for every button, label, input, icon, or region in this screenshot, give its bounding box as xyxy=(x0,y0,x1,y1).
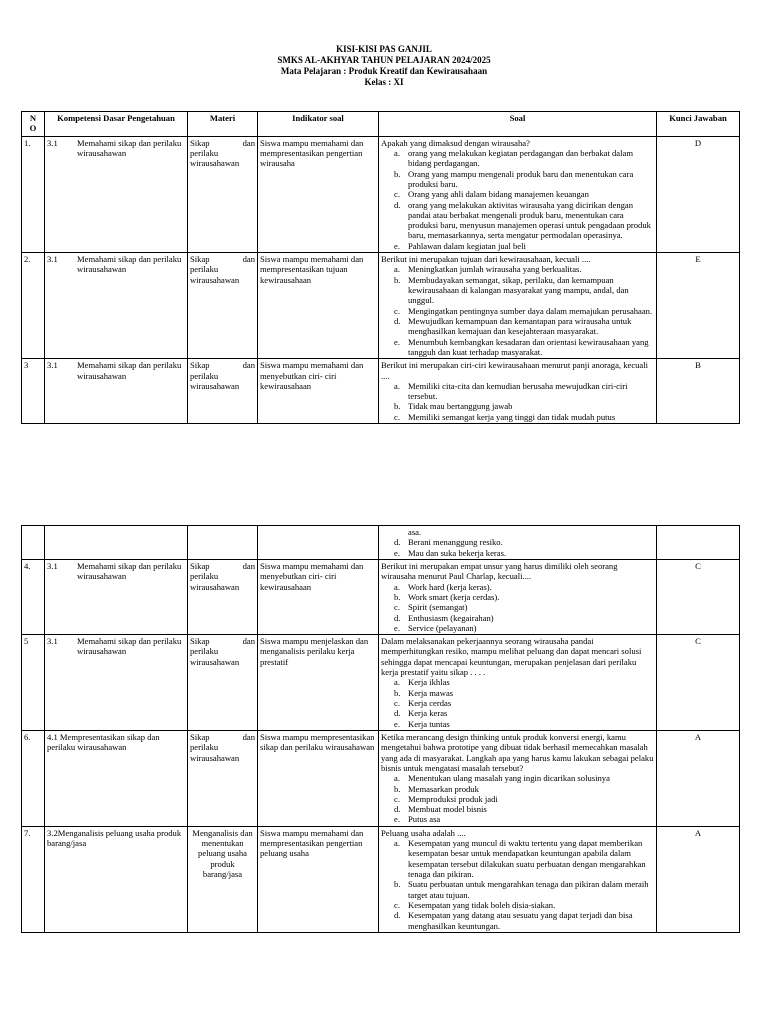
table-row xyxy=(22,826,740,932)
soal xyxy=(379,559,657,634)
materi-word: Sikap xyxy=(190,254,210,265)
answer-key: D xyxy=(657,136,740,252)
materi-text: perilaku wirausahawan xyxy=(190,370,240,391)
materi-word: dan xyxy=(242,137,255,148)
table-row xyxy=(22,730,740,826)
kd-number: 3.1 xyxy=(47,360,58,371)
class-level: Kelas : XI xyxy=(364,77,404,87)
table-row-continuation xyxy=(22,526,740,560)
materi-word: Sikap xyxy=(190,731,210,742)
table-row xyxy=(22,635,740,731)
answer-options xyxy=(381,264,654,357)
answer-option: a. Memiliki cita-cita dan kemudian berusaha mewujudkan ciri-ciri tersebut. xyxy=(408,381,654,402)
kisi-kisi-table-page2 xyxy=(21,525,740,933)
kompetensi-dasar xyxy=(45,359,188,424)
kd-text xyxy=(47,561,185,582)
kompetensi-dasar xyxy=(45,635,188,731)
row-number: 2. xyxy=(22,253,45,359)
materi xyxy=(188,635,258,731)
question-text: Berikut ini merupakan empat unsur yang harus dimiliki oleh seorang wirausaha menurut Paul Charlap, kecuali.... xyxy=(381,560,618,582)
answer-option: c. Memproduksi produk jadi xyxy=(408,794,654,804)
soal xyxy=(379,635,657,731)
soal xyxy=(379,136,657,252)
answer-option: c. Kesempatan yang tidak boleh disia-siakan. xyxy=(408,900,654,910)
materi xyxy=(188,359,258,424)
table-header-row xyxy=(22,112,740,137)
indikator-soal: Siswa mampu memahami dan mempresentasikan tujuan kewirausahaan xyxy=(258,253,379,359)
materi-text: perilaku wirausahawan xyxy=(190,264,240,285)
answer-option: b. Orang yang mampu mengenali produk baru dan menentukan cara produksi baru. xyxy=(408,169,654,190)
kompetensi-dasar xyxy=(45,559,188,634)
answer-options xyxy=(381,582,654,634)
answer-option: c. Orang yang ahli dalam bidang manajemen keuangan xyxy=(408,189,654,199)
table-row xyxy=(22,253,740,359)
answer-option: e. Kerja tuntas xyxy=(408,719,654,729)
answer-option: a. Work hard (kerja keras). xyxy=(408,582,654,592)
soal xyxy=(379,253,657,359)
answer-option: c. Kerja cerdas xyxy=(408,698,654,708)
answer-option: a. orang yang melakukan kegiatan perdagangan dan berbakat dalam bidang perdagangan. xyxy=(408,148,654,169)
answer-option: d. Enthusiasm (kegairahan) xyxy=(408,613,654,623)
answer-option: b. Suatu perbuatan untuk mengarahkan tenaga dan pikiran dalam meraih target atau tujuan. xyxy=(408,879,654,900)
col-kunci: Kunci Jawaban xyxy=(657,112,740,137)
answer-option: b. Membudayakan semangat, sikap, perilaku, dan kemampuan kewirausahaan di kalangan masyarakat yang mampu, andal, dan unggul. xyxy=(408,275,654,306)
answer-option: c. Spirit (semangat) xyxy=(408,602,654,612)
materi-text: Menganalisis dan menentukan peluang usaha produk barang/jasa xyxy=(192,827,253,879)
answer-option: a. Kesempatan yang muncul di waktu tertentu yang dapat memberikan kesempatan besar untuk mendapatkan keuntungan apabila dalam kesempatan tersebut dilakukan suatu perbuatan dengan mengarahkan tenaga dan pikiran. xyxy=(408,838,654,879)
answer-option: e. Pahlawan dalam kegiatan jual beli xyxy=(408,241,654,251)
answer-option: c. Mengingatkan pentingnya sumber daya dalam memajukan perusahaan. xyxy=(408,306,654,316)
answer-option: a. Kerja ikhlas xyxy=(408,677,654,687)
doc-title: KISI-KISI PAS GANJIL xyxy=(336,44,432,54)
soal xyxy=(379,826,657,932)
answer-key: C xyxy=(657,635,740,731)
indikator-soal: Siswa mampu memahami dan menyebutkan ciri- ciri kewirausahaan xyxy=(258,359,379,424)
row-number: 6. xyxy=(22,730,45,826)
kd-number: 3.1 xyxy=(47,137,58,148)
materi xyxy=(188,730,258,826)
indikator-soal: Siswa mampu mempresentasikan sikap dan perilaku wirausahawan xyxy=(258,730,379,826)
soal xyxy=(379,359,657,424)
kompetensi-dasar xyxy=(45,136,188,252)
question-text: Peluang usaha adalah .... xyxy=(381,827,466,838)
col-soal: Soal xyxy=(379,112,657,137)
subject: Mata Pelajaran : Produk Kreatif dan Kewirausahaan xyxy=(280,66,488,76)
answer-options xyxy=(381,838,654,931)
materi-word: dan xyxy=(242,360,255,371)
kd-number: 3.1 xyxy=(47,560,58,571)
materi-word: Sikap xyxy=(190,560,210,571)
kd-number: 3.1 xyxy=(47,636,58,647)
materi-text: perilaku wirausahawan xyxy=(190,571,240,592)
materi-word: dan xyxy=(242,636,255,647)
materi-word: dan xyxy=(242,254,255,265)
indikator-soal: Siswa mampu menjelaskan dan menganalisis perilaku kerja prestatif xyxy=(258,635,379,731)
question-text: Berikut ini merupakan tujuan dari kewirausahaan, kecuali .... xyxy=(381,254,591,265)
kompetensi-dasar xyxy=(45,826,188,932)
answer-option: e. Mau dan suka bekerja keras. xyxy=(408,548,654,558)
answer-key: A xyxy=(657,826,740,932)
materi-word: Sikap xyxy=(190,137,210,148)
answer-key: A xyxy=(657,730,740,826)
kd-text xyxy=(47,636,185,657)
answer-option: b. Kerja mawas xyxy=(408,688,654,698)
answer-options xyxy=(381,677,654,729)
kisi-kisi-table-page1 xyxy=(21,111,740,424)
answer-option: d. Mewujudkan kemampuan dan kemantapan para wirausaha untuk menghasilkan kemajuan dan kesejahteraan masyarakat. xyxy=(408,316,654,337)
materi-text: perilaku wirausahawan xyxy=(190,646,240,667)
materi-text: perilaku wirausahawan xyxy=(190,742,240,763)
kd-description: Memahami sikap dan perilaku wirausahawan xyxy=(77,137,182,158)
answer-options xyxy=(381,148,654,251)
materi-word: Sikap xyxy=(190,636,210,647)
materi xyxy=(188,826,258,932)
question-text: Apakah yang dimaksud dengan wirausaha? xyxy=(381,137,530,148)
answer-options xyxy=(381,773,654,825)
kompetensi-dasar xyxy=(45,253,188,359)
answer-option: e. Menumbuh kembangkan kesadaran dan orientasi kewirausahaan yang tangguh dan kuat terhadap masyarakat. xyxy=(408,337,654,358)
row-number: 4. xyxy=(22,559,45,634)
question-text: Dalam melaksanakan pekerjaannya seorang wirausaha pandai memperhitungkan resiko, mampu melihat peluang dan dapat mencari solusi sehingga dapat mencapai keuntungan, merupakan penjelasan dari perilaku kerja prestatif yaitu sikap . . . . xyxy=(381,636,642,678)
kd-description: Memahami sikap dan perilaku wirausahawan xyxy=(77,636,182,657)
question-text: Berikut ini merupakan ciri-ciri kewirausahaan menurut panji anoraga, kecuali .... xyxy=(381,360,649,381)
soal xyxy=(379,730,657,826)
answer-option: e. Service (pelayanan) xyxy=(408,623,654,633)
indikator-soal: Siswa mampu memahami dan menyebutkan ciri- ciri kewirausahaan xyxy=(258,559,379,634)
answer-option: b. Memasarkan produk xyxy=(408,784,654,794)
kd-text: 4.1 Mempresentasikan sikap dan perilaku wirausahawan xyxy=(47,731,160,753)
answer-option: d. Berani menanggung resiko. xyxy=(408,537,654,547)
question-text: Ketika merancang design thinking untuk produk konversi energi, kamu mengetahui bahwa prototipe yang dibuat tidak berhasil memecahkan masalah yang ada di masyarakat. Langkah apa yang harus kamu lakukan sebagai pelaku bisnis untuk mengatasi masalah tersebut? xyxy=(381,731,654,773)
col-kompetensi: Kompetensi Dasar Pengetahuan xyxy=(45,112,188,137)
kompetensi-dasar xyxy=(45,730,188,826)
kd-description: Memahami sikap dan perilaku wirausahawan xyxy=(77,254,182,275)
kd-description: Memahami sikap dan perilaku wirausahawan xyxy=(77,360,182,381)
answer-key: E xyxy=(657,253,740,359)
table-row xyxy=(22,559,740,634)
answer-key: C xyxy=(657,559,740,634)
row-number: 3 xyxy=(22,359,45,424)
materi xyxy=(188,253,258,359)
document-header xyxy=(0,44,768,88)
answer-option: b. Tidak mau bertanggung jawab xyxy=(408,401,654,411)
kd-text xyxy=(47,360,185,381)
answer-option: e. Putus asa xyxy=(408,814,654,824)
answer-option: d. orang yang melakukan aktivitas wirausaha yang dicirikan dengan pandai atau berbakat mengenali produk baru, menentukan cara produksi baru, menyusun manajemen operasi untuk pengadaan produk baru, memasarkannya, serta mengatur permodalan operasinya. xyxy=(408,200,654,241)
col-indikator: Indikator soal xyxy=(258,112,379,137)
materi-word: dan xyxy=(242,560,255,571)
soal-continuation: asa. d. Berani menanggung resiko. e. Mau dan suka bekerja keras. xyxy=(379,526,657,560)
answer-option: c. Memiliki semangat kerja yang tinggi dan tidak mudah putus xyxy=(408,412,654,422)
answer-option: d. Kerja keras xyxy=(408,708,654,718)
table-row xyxy=(22,359,740,424)
kd-text xyxy=(47,254,185,275)
answer-options xyxy=(381,381,654,422)
kd-description: Memahami sikap dan perilaku wirausahawan xyxy=(77,560,182,582)
materi-word: dan xyxy=(242,731,255,742)
kd-number: 3.1 xyxy=(47,254,58,265)
materi-word: Sikap xyxy=(190,360,210,371)
answer-option: a. Menentukan ulang masalah yang ingin dicarikan solusinya xyxy=(408,773,654,783)
col-materi: Materi xyxy=(188,112,258,137)
materi xyxy=(188,136,258,252)
kd-text: 3.2Menganalisis peluang usaha produk barang/jasa xyxy=(47,827,182,849)
indikator-soal: Siswa mampu memahami dan mempresentasikan pengertian peluang usaha xyxy=(258,826,379,932)
kd-text xyxy=(47,138,185,159)
answer-key: B xyxy=(657,359,740,424)
materi xyxy=(188,559,258,634)
row-number: 5 xyxy=(22,635,45,731)
indikator-soal: Siswa mampu memahami dan mempresentasikan pengertian wirausaha xyxy=(258,136,379,252)
table-row xyxy=(22,136,740,252)
row-number: 1. xyxy=(22,136,45,252)
school-year: SMKS AL-AKHYAR TAHUN PELAJARAN 2024/2025 xyxy=(277,55,491,65)
answer-option: a. Meningkatkan jumlah wirausaha yang berkualitas. xyxy=(408,264,654,274)
answer-option: d. Kesempatan yang datang atau sesuatu yang dapat terjadi dan bisa menghasilkan keuntungan. xyxy=(408,910,654,931)
col-no: N O xyxy=(22,112,45,137)
answer-option: d. Membuat model bisnis xyxy=(408,804,654,814)
answer-option: b. Work smart (kerja cerdas). xyxy=(408,592,654,602)
materi-text: perilaku wirausahawan xyxy=(190,147,240,169)
row-number: 7. xyxy=(22,826,45,932)
